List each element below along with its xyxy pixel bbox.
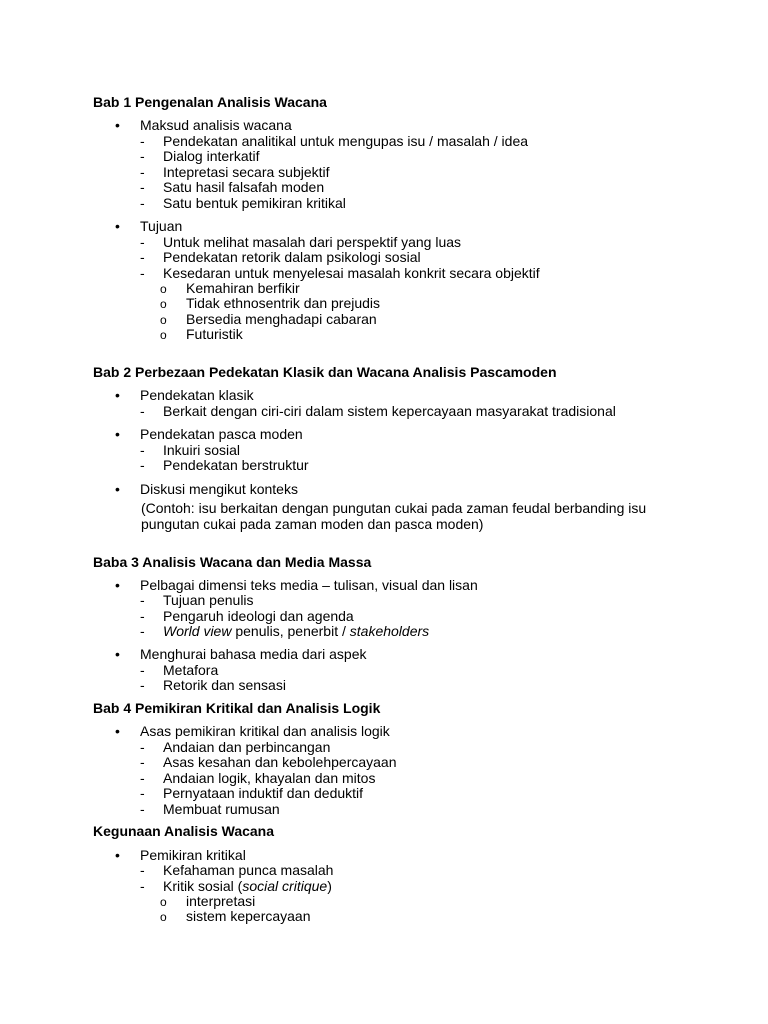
bullet-icon: • (115, 387, 120, 403)
dash-icon: - (140, 623, 145, 639)
bullet-item: Menghurai bahasa media dari aspek (140, 646, 367, 662)
sub-item: Satu hasil falsafah moden (163, 179, 325, 195)
subsub-item: Kemahiran berfikir (186, 280, 300, 296)
circle-bullet-icon: o (160, 328, 167, 342)
bullet-icon: • (115, 847, 120, 863)
sub-item: Asas kesahan dan kebolehpercayaan (163, 754, 397, 770)
dash-icon: - (140, 133, 145, 149)
sub-item: Pernyataan induktif dan deduktif (163, 785, 364, 801)
sub-item: Kefahaman punca masalah (163, 862, 334, 878)
bullet-item: Tujuan (140, 218, 183, 234)
dash-icon: - (140, 164, 145, 180)
bullet-icon: • (115, 426, 120, 442)
dash-icon: - (140, 754, 145, 770)
dash-icon: - (140, 662, 145, 678)
stakeholders-italic: stakeholders (349, 623, 430, 639)
bullet-item: Maksud analisis wacana (140, 117, 292, 133)
sub-item: Kesedaran untuk menyelesai masalah konkrit secara objektif (163, 265, 540, 281)
subsub-item: Tidak ethnosentrik dan prejudis (186, 295, 381, 311)
sub-item: Dialog interkatif (163, 148, 260, 164)
dash-icon: - (140, 862, 145, 878)
subsub-item: interpretasi (186, 893, 256, 909)
dash-icon: - (140, 179, 145, 195)
sub-item: Retorik dan sensasi (163, 677, 286, 693)
sub-item: Andaian dan perbincangan (163, 739, 331, 755)
bullet-item: Pemikiran kritikal (140, 847, 246, 863)
sub-item (163, 623, 429, 639)
circle-bullet-icon: o (160, 313, 167, 327)
dash-icon: - (140, 739, 145, 755)
sub-item: Berkait dengan ciri-ciri dalam sistem kepercayaan masyarakat tradisional (163, 403, 616, 419)
dash-icon: - (140, 234, 145, 250)
bullet-icon: • (115, 117, 120, 133)
bullet-item: Asas pemikiran kritikal dan analisis logik (140, 723, 390, 739)
example-note: (Contoh: isu berkaitan dengan pungutan cukai pada zaman feudal berbanding isu pungutan cukai pada zaman moden dan pasca moden) (141, 500, 647, 532)
sub-item: Satu bentuk pemikiran kritikal (163, 195, 346, 211)
dash-icon: - (140, 403, 145, 419)
circle-bullet-icon: o (160, 895, 167, 909)
sub-item: Pendekatan analitikal untuk mengupas isu / masalah / idea (163, 133, 529, 149)
bullet-item: Pelbagai dimensi teks media – tulisan, visual dan lisan (140, 577, 478, 593)
bullet-item: Pendekatan pasca moden (140, 426, 303, 442)
bullet-icon: • (115, 723, 120, 739)
dash-icon: - (140, 265, 145, 281)
section-heading: Baba 3 Analisis Wacana dan Media Massa (93, 554, 372, 570)
subsub-item: sistem kepercayaan (186, 908, 311, 924)
circle-bullet-icon: o (160, 910, 167, 924)
dash-icon: - (140, 249, 145, 265)
dash-icon: - (140, 592, 145, 608)
kritik-pre: Kritik sosial ( (163, 878, 243, 894)
section-heading: Bab 2 Perbezaan Pedekatan Klasik dan Wacana Analisis Pascamoden (93, 364, 557, 380)
worldview-italic: World view (163, 623, 232, 639)
sub-item: Pendekatan berstruktur (163, 457, 309, 473)
sub-item: Pengaruh ideologi dan agenda (163, 608, 354, 624)
section-heading: Bab 1 Pengenalan Analisis Wacana (93, 94, 327, 110)
sub-item: Untuk melihat masalah dari perspektif yang luas (163, 234, 462, 250)
circle-bullet-icon: o (160, 282, 167, 296)
sub-item: Metafora (163, 662, 219, 678)
kritik-post: ) (327, 878, 332, 894)
section-heading: Bab 4 Pemikiran Kritikal dan Analisis Logik (93, 700, 381, 716)
dash-icon: - (140, 801, 145, 817)
sub-item (163, 878, 332, 894)
sub-item: Membuat rumusan (163, 801, 280, 817)
dash-icon: - (140, 677, 145, 693)
bullet-item: Diskusi mengikut konteks (140, 481, 298, 497)
sub-item: Pendekatan retorik dalam psikologi sosial (163, 249, 421, 265)
dash-icon: - (140, 878, 145, 894)
dash-icon: - (140, 442, 145, 458)
bullet-icon: • (115, 218, 120, 234)
dash-icon: - (140, 148, 145, 164)
dash-icon: - (140, 457, 145, 473)
sub-item: Andaian logik, khayalan dan mitos (163, 770, 376, 786)
bullet-icon: • (115, 646, 120, 662)
sub-item: Tujuan penulis (163, 592, 254, 608)
dash-icon: - (140, 770, 145, 786)
bullet-icon: • (115, 577, 120, 593)
sub-item: Inkuiri sosial (163, 442, 241, 458)
dash-icon: - (140, 608, 145, 624)
worldview-text: penulis, penerbit / (231, 623, 350, 639)
dash-icon: - (140, 195, 145, 211)
bullet-icon: • (115, 481, 120, 497)
social-critique-italic: social critique (242, 878, 328, 894)
sub-item: Intepretasi secara subjektif (163, 164, 330, 180)
subsub-item: Bersedia menghadapi cabaran (186, 311, 377, 327)
section-heading: Kegunaan Analisis Wacana (93, 823, 275, 839)
subsub-item: Futuristik (186, 326, 243, 342)
circle-bullet-icon: o (160, 297, 167, 311)
bullet-item: Pendekatan klasik (140, 387, 254, 403)
dash-icon: - (140, 785, 145, 801)
